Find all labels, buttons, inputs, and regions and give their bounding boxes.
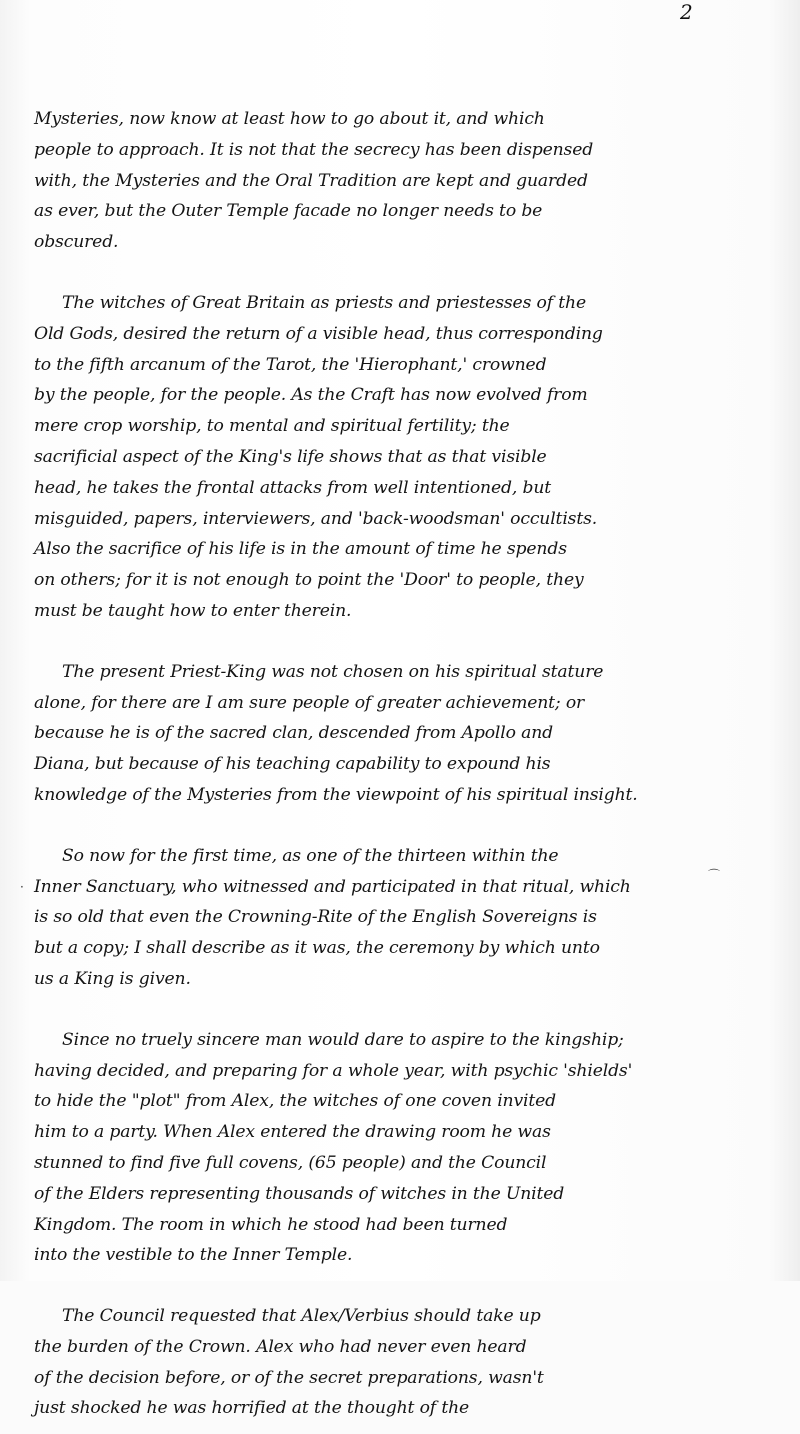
text-line: head, he takes the frontal attacks from well intentioned, but [34,477,551,498]
text-line: because he is of the sacred clan, descended from Apollo and [34,723,553,744]
paragraph-6 [34,1301,770,1424]
text-line: Diana, but because of his teaching capability to expound his [34,754,551,775]
text-line: by the people, for the people. As the Craft has now evolved from [34,385,588,406]
text-line: Inner Sanctuary, who witnessed and participated in that ritual, which [34,876,631,897]
text-line: of the decision before, or of the secret preparations, wasn't [34,1367,544,1388]
text-line: but a copy; I shall describe as it was, the ceremony by which unto [34,938,600,959]
paragraph-5 [34,1025,770,1271]
text-line: just shocked he was horrified at the thought of the [34,1398,470,1419]
text-line: The present Priest-King was not chosen on his spiritual stature [62,661,604,682]
text-line: of the Elders representing thousands of witches in the United [34,1183,565,1204]
text-line: with, the Mysteries and the Oral Tradition are kept and guarded [34,170,588,191]
text-line: him to a party. When Alex entered the drawing room he was [34,1122,551,1143]
text-line: alone, for there are I am sure people of greater achievement; or [34,692,585,713]
text-line: knowledge of the Mysteries from the viewpoint of his spiritual insight. [34,784,638,805]
paragraph-4 [34,841,770,995]
paragraph-2 [34,288,770,627]
text-line: misguided, papers, interviewers, and 'back-woodsman' occultists. [34,508,598,529]
text-line: sacrificial aspect of the King's life shows that as that visible [34,446,547,467]
text-line: into the vestible to the Inner Temple. [34,1245,353,1266]
text-line: Mysteries, now know at least how to go about it, and which [34,109,545,129]
text-line: obscured. [34,232,119,253]
text-line: The Council requested that Alex/Verbius should take up [62,1306,541,1327]
text-line: to hide the "plot" from Alex, the witches of one coven invited [34,1091,556,1112]
paragraph-1 [34,104,770,258]
text-line: Since no truely sincere man would dare to aspire to the kingship; [62,1029,624,1050]
paragraph-3 [34,657,770,811]
text-line: as ever, but the Outer Temple facade no longer needs to be [34,201,543,222]
text-line: is so old that even the Crowning-Rite of the English Sovereigns is [34,907,597,928]
text-line: Kingdom. The room in which he stood had been turned [34,1214,508,1235]
page-number: 2 [680,0,693,24]
text-line: mere crop worship, to mental and spiritual fertility; the [34,416,510,437]
text-line: So now for the first time, as one of the thirteen within the [62,845,559,866]
text-line: us a King is given. [34,968,191,989]
margin-scribble-mark: ⌒ [708,868,721,882]
margin-dot-mark: · [20,880,24,894]
text-line: to the fifth arcanum of the Tarot, the 'Hierophant,' crowned [34,354,547,375]
paragraph-spacer [34,258,770,290]
text-line: the burden of the Crown. Alex who had never even heard [34,1336,527,1357]
text-line: having decided, and preparing for a whole year, with psychic 'shields' [34,1060,633,1081]
text-line: Also the sacrifice of his life is in the amount of time he spends [34,539,567,560]
text-line: stunned to find five full covens, (65 people) and the Council [34,1152,547,1173]
text-line: Old Gods, desired the return of a visible head, thus corresponding [34,323,603,344]
text-line: must be taught how to enter therein. [34,600,352,621]
handwritten-text [34,104,770,1434]
text-line: on others; for it is not enough to point the 'Door' to people, they [34,570,584,591]
text-line: The witches of Great Britain as priests and priestesses of the [62,292,586,313]
text-line: people to approach. It is not that the secrecy has been dispensed [34,139,594,160]
